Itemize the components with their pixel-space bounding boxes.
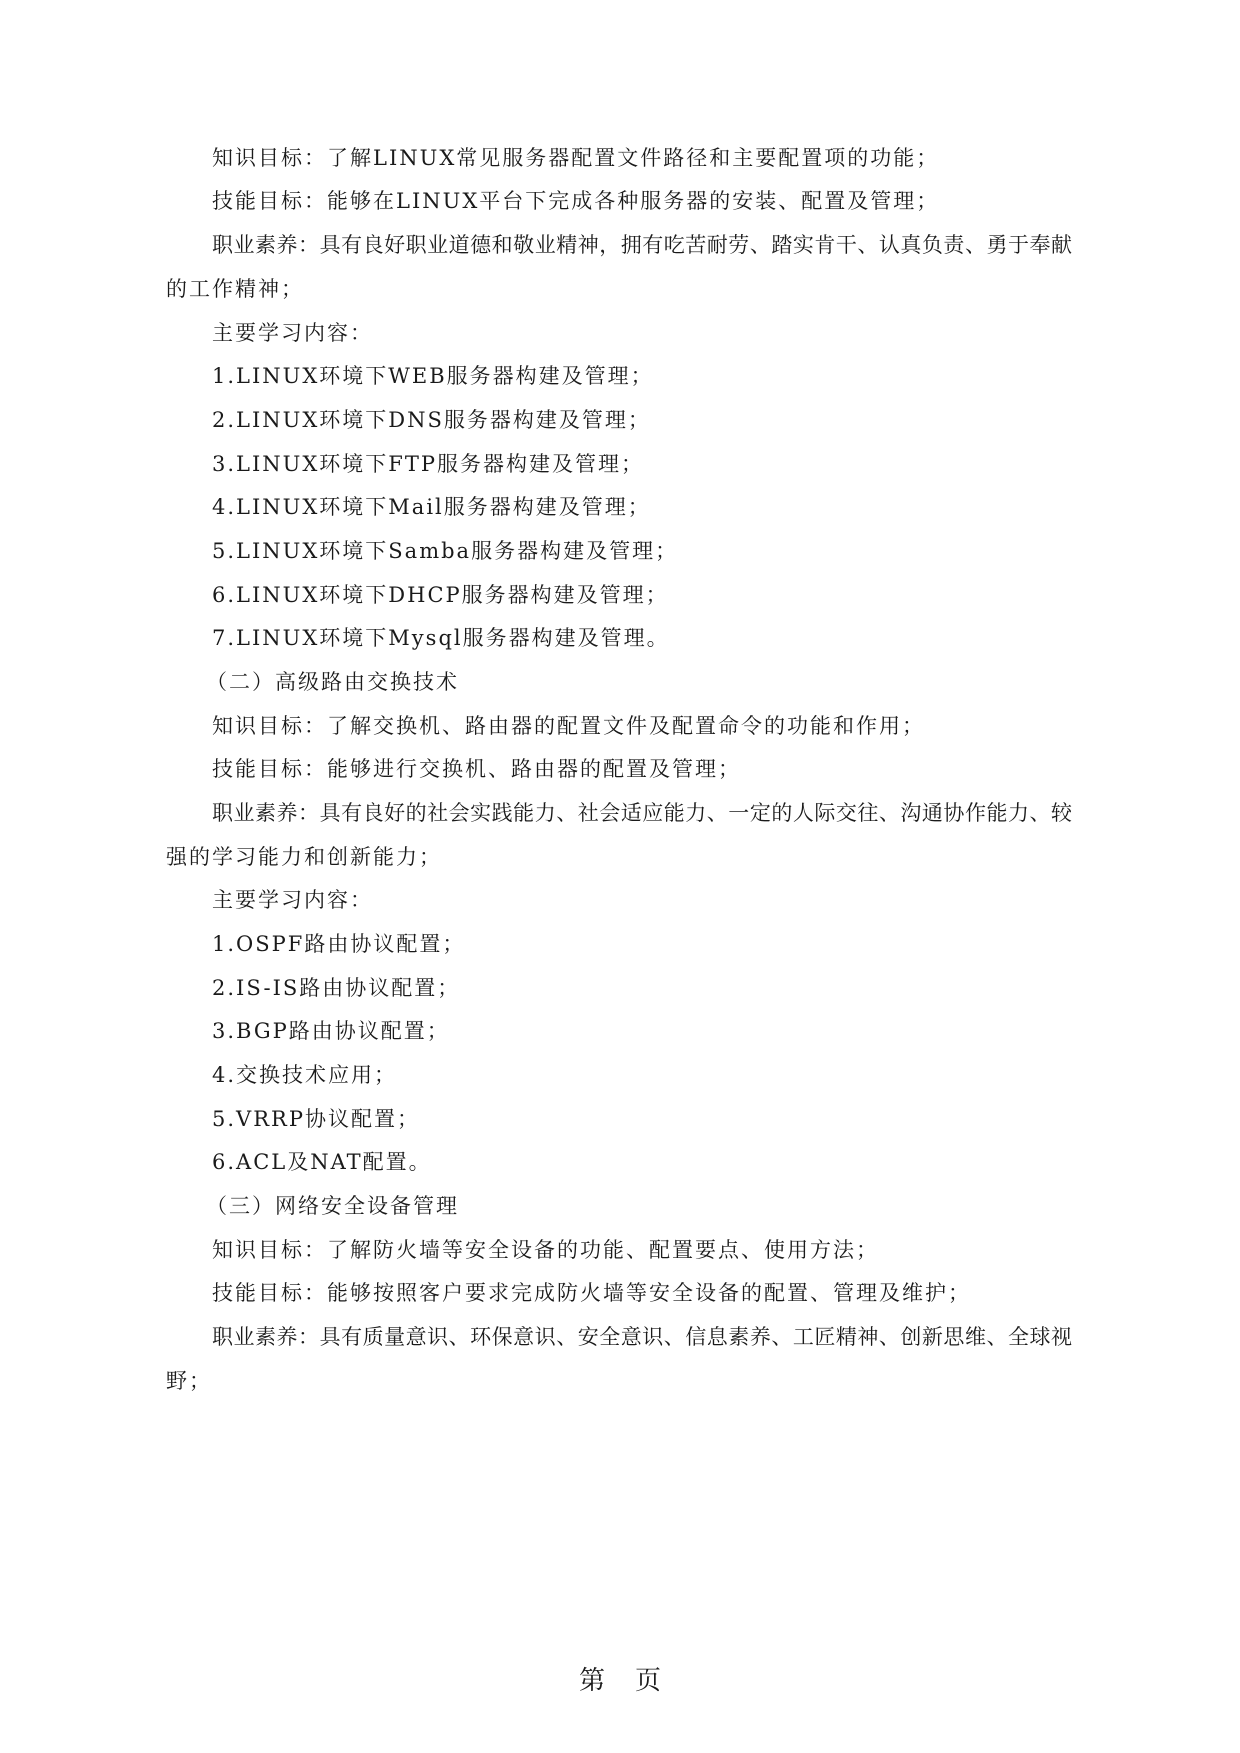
security-heading: （三）网络安全设备管理 — [206, 1194, 459, 1218]
linux-item-4: 4.LINUX环境下Mail服务器构建及管理； — [212, 495, 651, 519]
linux-quality-line-2: 的工作精神； — [166, 277, 304, 301]
linux-content-heading: 主要学习内容： — [212, 321, 373, 345]
routing-item-1: 1.OSPF路由协议配置； — [212, 932, 466, 956]
routing-item-6: 6.ACL及NAT配置。 — [212, 1150, 432, 1174]
footer-label-left: 第 — [578, 1666, 605, 1696]
linux-item-5: 5.LINUX环境下Samba服务器构建及管理； — [212, 539, 679, 563]
routing-item-5: 5.VRRP协议配置； — [212, 1107, 420, 1131]
linux-quality-line-1: 职业素养：具有良好职业道德和敬业精神，拥有吃苦耐劳、踏实肯干、认真负责、勇于奉献 — [212, 233, 1072, 257]
page-footer — [0, 1664, 1240, 1698]
security-quality-line-2: 野； — [166, 1369, 212, 1393]
linux-item-1: 1.LINUX环境下WEB服务器构建及管理； — [212, 364, 654, 388]
routing-item-2: 2.IS-IS路由协议配置； — [212, 976, 461, 1000]
linux-item-7: 7.LINUX环境下Mysql服务器构建及管理。 — [212, 626, 670, 650]
routing-quality-line-2: 强的学习能力和创新能力； — [166, 845, 442, 869]
linux-skill-goal: 技能目标：能够在LINUX平台下完成各种服务器的安装、配置及管理； — [212, 189, 940, 213]
routing-skill-goal: 技能目标：能够进行交换机、路由器的配置及管理； — [212, 757, 741, 781]
linux-item-3: 3.LINUX环境下FTP服务器构建及管理； — [212, 452, 645, 476]
linux-item-2: 2.LINUX环境下DNS服务器构建及管理； — [212, 408, 651, 432]
routing-quality-line-1: 职业素养：具有良好的社会实践能力、社会适应能力、一定的人际交往、沟通协作能力、较 — [212, 801, 1072, 825]
routing-content-heading: 主要学习内容： — [212, 888, 373, 912]
routing-knowledge-goal: 知识目标：了解交换机、路由器的配置文件及配置命令的功能和作用； — [212, 714, 925, 738]
routing-item-3: 3.BGP路由协议配置； — [212, 1019, 450, 1043]
routing-heading: （二）高级路由交换技术 — [206, 670, 459, 694]
security-quality-line-1: 职业素养：具有质量意识、环保意识、安全意识、信息素养、工匠精神、创新思维、全球视 — [212, 1325, 1072, 1349]
routing-item-4: 4.交换技术应用； — [212, 1063, 398, 1087]
security-knowledge-goal: 知识目标：了解防火墙等安全设备的功能、配置要点、使用方法； — [212, 1238, 879, 1262]
linux-item-6: 6.LINUX环境下DHCP服务器构建及管理； — [212, 583, 669, 607]
footer-label-right: 页 — [635, 1666, 662, 1696]
linux-knowledge-goal: 知识目标：了解LINUX常见服务器配置文件路径和主要配置项的功能； — [212, 146, 940, 170]
security-skill-goal: 技能目标：能够按照客户要求完成防火墙等安全设备的配置、管理及维护； — [212, 1281, 971, 1305]
